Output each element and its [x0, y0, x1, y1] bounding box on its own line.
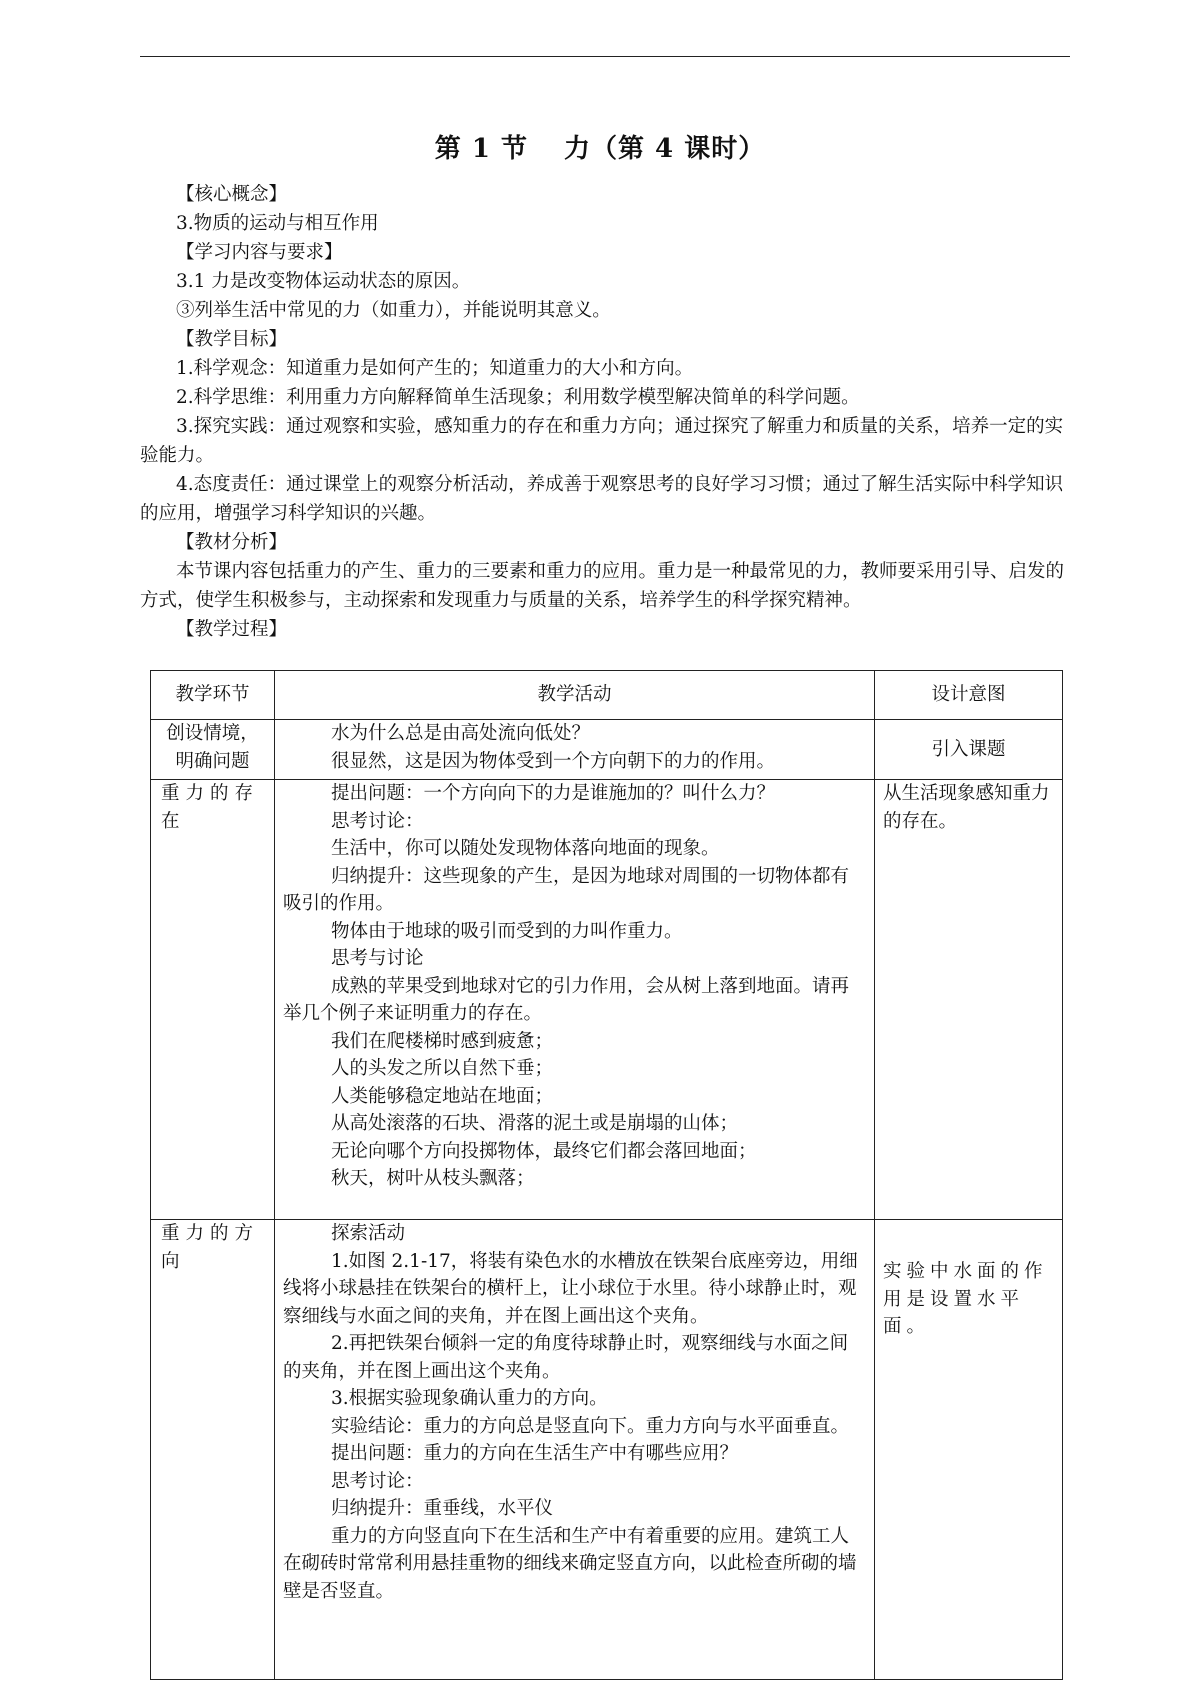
intent-cell: 引入课题: [875, 720, 1063, 780]
activity-line: 探索活动: [331, 1223, 406, 1244]
section-number: 第 1 节: [434, 134, 528, 164]
intent-cell: 实验中水面的作用是设置水平面。: [875, 1220, 1063, 1680]
goal-item: 2.科学思维：利用重力方向解释简单生活现象；利用数学模型解决简单的科学问题。: [176, 387, 860, 408]
activity-line: 物体由于地球的吸引而受到的力叫作重力。: [331, 920, 683, 942]
activity-line: 思考与讨论: [331, 948, 424, 969]
goal-item: 4.态度责任：通过课堂上的观察分析活动，养成善于观察思考的良好学习习惯；通过了解生活实际中科学知识的应用，增强学习科学知识的兴趣。: [140, 474, 1064, 524]
heading-teaching-process: 【教学过程】: [176, 619, 288, 640]
activity-cell: [275, 780, 875, 1220]
goal-item: 3.探究实践：通过观察和实验，感知重力的存在和重力方向；通过探究了解重力和质量的关系，培养一定的实验能力。: [140, 416, 1064, 466]
heading-core-concept: 【核心概念】: [176, 184, 288, 205]
header-rule: [140, 56, 1070, 57]
activity-cell: [275, 1220, 875, 1680]
activity-line: 成熟的苹果受到地球对它的引力作用，会从树上落到地面。请再举几个例子来证明重力的存在。: [283, 975, 850, 1024]
intent-cell: 从生活现象感知重力的存在。: [875, 780, 1063, 1220]
activity-line: 重力的方向竖直向下在生活和生产中有着重要的应用。建筑工人在砌砖时常常利用悬挂重物的细线来确定竖直方向，以此检查所砌的墙壁是否竖直。: [283, 1525, 857, 1602]
activity-cell: [275, 720, 875, 780]
header-stage: 教学环节: [151, 671, 275, 720]
heading-learning-content: 【学习内容与要求】: [176, 242, 343, 263]
stage-cell: 重力的存在: [151, 780, 275, 1220]
material-analysis-text: 本节课内容包括重力的产生、重力的三要素和重力的应用。重力是一种最常见的力，教师要采用引导、启发的方式，使学生积极参与，主动探索和发现重力与质量的关系，培养学生的科学探究精神。: [140, 561, 1065, 611]
activity-line: 水为什么总是由高处流向低处？: [331, 723, 591, 744]
heading-material-analysis: 【教材分析】: [176, 532, 288, 553]
lesson-name: 力（第 4 课时）: [564, 134, 766, 164]
activity-line: 3.根据实验现象确认重力的方向。: [331, 1388, 608, 1409]
activity-line: 很显然，这是因为物体受到一个方向朝下的力的作用。: [331, 750, 776, 772]
table-row: [151, 780, 1063, 1220]
activity-line: 秋天，树叶从枝头飘落；: [331, 1168, 535, 1189]
page-title: [0, 128, 1200, 165]
learning-content-item: 3.1 力是改变物体运动状态的原因。: [176, 271, 471, 292]
header-activity: 教学活动: [275, 671, 875, 720]
table-header-row: [151, 671, 1063, 720]
activity-line: 1.如图 2.1-17，将装有染色水的水槽放在铁架台底座旁边，用细线将小球悬挂在铁架台的横杆上，让小球位于水里。待小球静止时，观察细线与水面之间的夹角，并在图上画出这个夹角。: [283, 1250, 858, 1327]
activity-line: 从高处滚落的石块、滑落的泥土或是崩塌的山体；: [331, 1113, 739, 1134]
stage-cell: 重力的方向: [151, 1220, 275, 1680]
activity-line: 人的头发之所以自然下垂；: [331, 1058, 554, 1079]
learning-content-item: ③列举生活中常见的力（如重力），并能说明其意义。: [176, 300, 611, 321]
goal-item: 1.科学观念：知道重力是如何产生的；知道重力的大小和方向。: [176, 358, 694, 379]
activity-line: 归纳提升：重垂线，水平仪: [331, 1498, 554, 1519]
activity-line: 实验结论：重力的方向总是竖直向下。重力方向与水平面垂直。: [331, 1415, 850, 1437]
stage-cell: 创设情境，明确问题: [151, 720, 275, 780]
activity-line: 提出问题：重力的方向在生活生产中有哪些应用？: [331, 1443, 739, 1464]
activity-line: 生活中，你可以随处发现物体落向地面的现象。: [331, 838, 720, 859]
activity-line: 思考讨论：: [331, 1470, 424, 1492]
header-intent: 设计意图: [875, 671, 1063, 720]
activity-line: 无论向哪个方向投掷物体，最终它们都会落回地面；: [331, 1140, 757, 1162]
heading-teaching-goals: 【教学目标】: [176, 329, 288, 350]
intro-text: [140, 180, 1070, 644]
activity-line: 我们在爬楼梯时感到疲惫；: [331, 1030, 554, 1052]
teaching-process-table: [150, 670, 1063, 1680]
activity-line: 归纳提升：这些现象的产生，是因为地球对周围的一切物体都有吸引的作用。: [283, 865, 850, 914]
activity-line: 人类能够稳定地站在地面；: [331, 1085, 554, 1107]
table-row: [151, 1220, 1063, 1680]
activity-line: 提出问题：一个方向向下的力是谁施加的？叫什么力？: [331, 783, 776, 804]
activity-line: 思考讨论：: [331, 810, 424, 832]
table-row: [151, 720, 1063, 780]
core-concept-item: 3.物质的运动与相互作用: [176, 213, 379, 234]
activity-line: 2.再把铁架台倾斜一定的角度待球静止时，观察细线与水面之间的夹角，并在图上画出这个夹角。: [283, 1333, 849, 1382]
